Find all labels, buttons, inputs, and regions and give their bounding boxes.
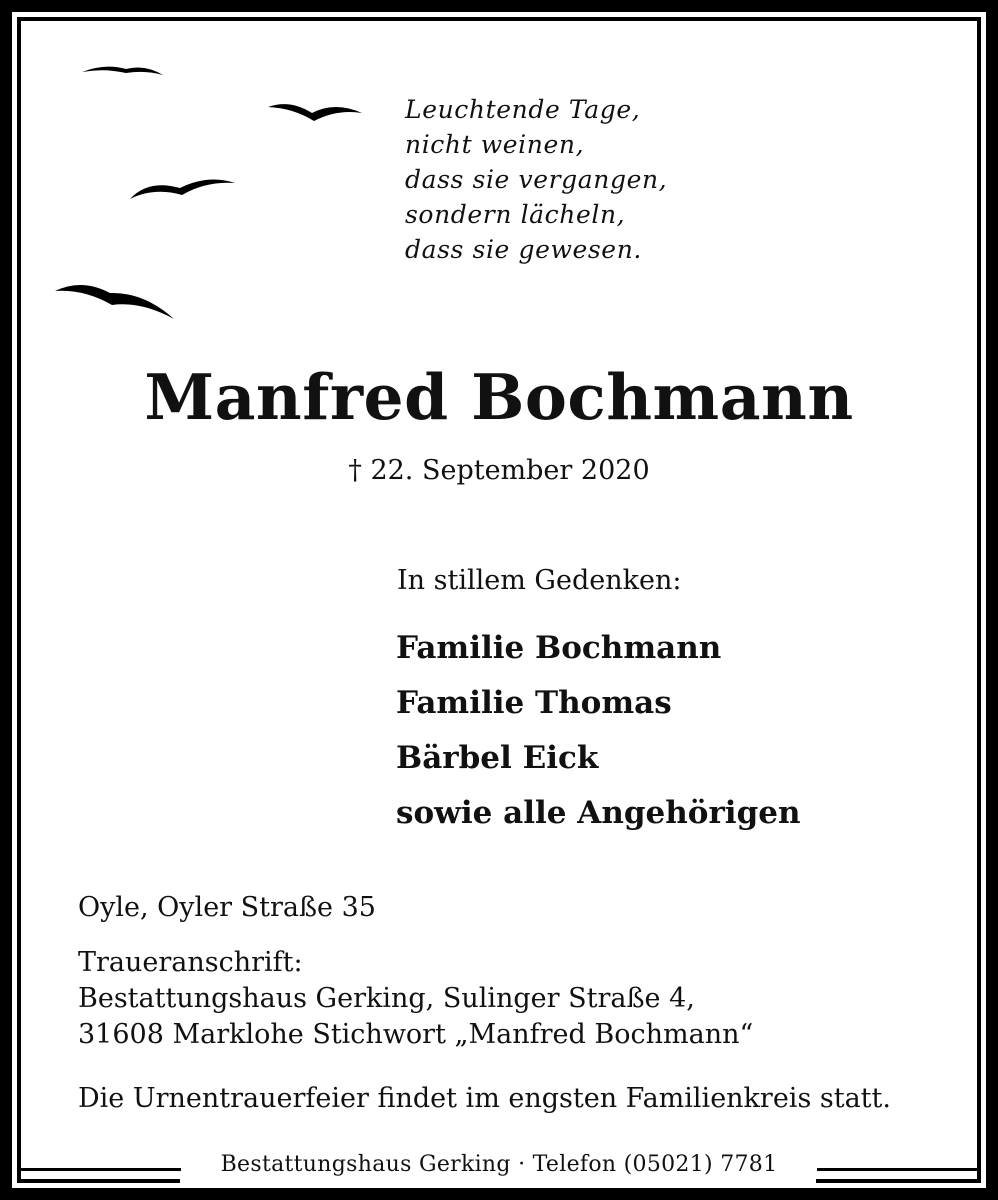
footer-rule-right — [817, 1168, 977, 1171]
poem-line: sondern lächeln, — [405, 200, 626, 229]
mourners-list — [396, 621, 801, 841]
poem-line: nicht weinen, — [405, 130, 585, 159]
traueranschrift-label: Traueranschrift: — [78, 947, 303, 978]
family-address: Oyle, Oyler Straße 35 — [78, 892, 376, 923]
bird-icon — [130, 179, 235, 199]
mourner-item: Familie Bochmann — [396, 630, 722, 666]
traueranschrift-line: 31608 Marklohe Stichwort „Manfred Bochmann“ — [78, 1019, 754, 1050]
flying-birds-icon — [50, 55, 380, 335]
footer-funeral-home: Bestattungshaus Gerking · Telefon (05021) 7781 — [220, 1152, 778, 1177]
death-date: † 22. September 2020 — [348, 455, 650, 486]
bird-icon — [82, 67, 163, 75]
bird-icon — [268, 104, 362, 121]
gedenken-heading: In stillem Gedenken: — [397, 565, 682, 596]
poem-line: Leuchtende Tage, — [405, 95, 641, 124]
traueranschrift-line: Bestattungshaus Gerking, Sulinger Straße 4, — [78, 983, 695, 1014]
memorial-poem — [405, 92, 667, 267]
mourner-item: sowie alle Angehörigen — [396, 795, 801, 831]
poem-line: dass sie gewesen. — [405, 235, 642, 264]
mourner-item: Familie Thomas — [396, 685, 672, 721]
deceased-name: Manfred Bochmann — [144, 360, 854, 434]
traueranschrift-block — [78, 945, 753, 1053]
ceremony-note: Die Urnentrauerfeier findet im engsten Familienkreis statt. — [78, 1083, 891, 1114]
mourner-item: Bärbel Eick — [396, 740, 599, 776]
footer-rule-left — [21, 1168, 181, 1171]
bird-icon — [55, 285, 174, 319]
poem-line: dass sie vergangen, — [405, 165, 668, 194]
